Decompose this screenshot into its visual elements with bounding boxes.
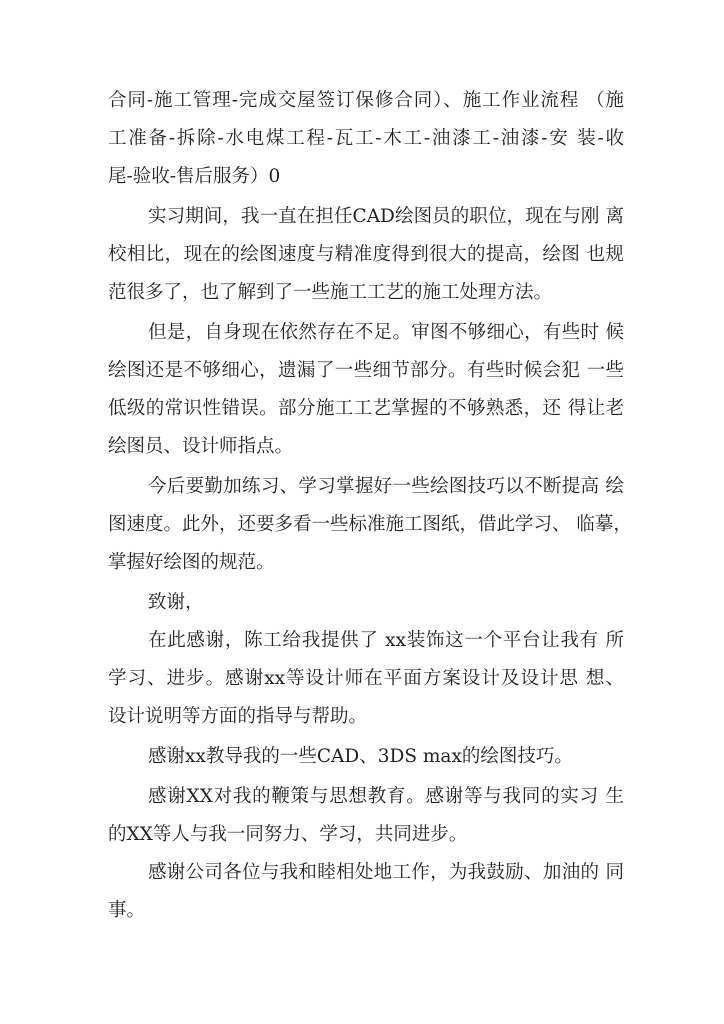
paragraph-thanks-encouragement-line-2: 的XX等人与我一同努力、学习，共同进步。 — [108, 824, 468, 845]
paragraph-future-plan-line-1: 今后要勤加练习、学习掌握好一些绘图技巧以不断提高 绘 — [148, 476, 624, 497]
paragraph-thanks-chen-line-3: 设计说明等方面的指导与帮助。 — [108, 706, 368, 727]
paragraph-internship-role-line-1: 实习期间，我一直在担任CAD绘图员的职位，现在与刚 离 — [148, 206, 624, 227]
paragraph-workflow-line-1: 合同-施工管理-完成交屋签订保修合同）、施工作业流程 （施 — [108, 90, 624, 111]
paragraph-shortcomings-line-2: 绘图还是不够细心，遗漏了一些细节部分。有些时候会犯 一些 — [108, 360, 624, 381]
paragraph-shortcomings-line-3: 低级的常识性错误。部分施工工艺掌握的不够熟悉，还 得让老 — [108, 398, 624, 419]
paragraph-internship-role-line-3: 范很多了，也了解到了一些施工工艺的施工处理方法。 — [108, 282, 553, 303]
paragraph-thanks-chen-line-1: 在此感谢，陈工给我提供了 xx装饰这一个平台让我有 所 — [148, 630, 624, 651]
paragraph-thanks-colleagues-line-1: 感谢公司各位与我和睦相处地工作，为我鼓励、加油的 同 — [148, 862, 624, 883]
paragraph-shortcomings-line-1: 但是，自身现在依然存在不足。审图不够细心，有些时 候 — [148, 322, 624, 343]
thanks-heading: 致谢， — [148, 592, 204, 613]
paragraph-future-plan-line-3: 掌握好绘图的规范。 — [108, 552, 275, 573]
paragraph-shortcomings-line-4: 绘图员、设计师指点。 — [108, 436, 294, 457]
paragraph-internship-role-line-2: 校相比，现在的绘图速度与精准度得到很大的提高，绘图 也规 — [108, 244, 624, 265]
paragraph-thanks-encouragement-line-1: 感谢XX对我的鞭策与思想教育。感谢等与我同的实习 生 — [148, 786, 624, 807]
paragraph-future-plan-line-2: 图速度。此外，还要多看一些标准施工图纸，借此学习、 临摹， — [108, 514, 632, 535]
paragraph-workflow-line-2: 工准备-拆除-水电煤工程-瓦工-木工-油漆工-油漆-安 装-收 — [108, 128, 624, 149]
paragraph-workflow-line-3: 尾-验收-售后服务）0 — [108, 166, 281, 187]
paragraph-thanks-chen-line-2: 学习、进步。感谢xx等设计师在平面方案设计及设计思 想、 — [108, 668, 624, 689]
paragraph-thanks-skills-line-1: 感谢xx教导我的一些CAD、3DS max的绘图技巧。 — [148, 746, 573, 767]
paragraph-thanks-colleagues-line-2: 事。 — [108, 900, 146, 921]
